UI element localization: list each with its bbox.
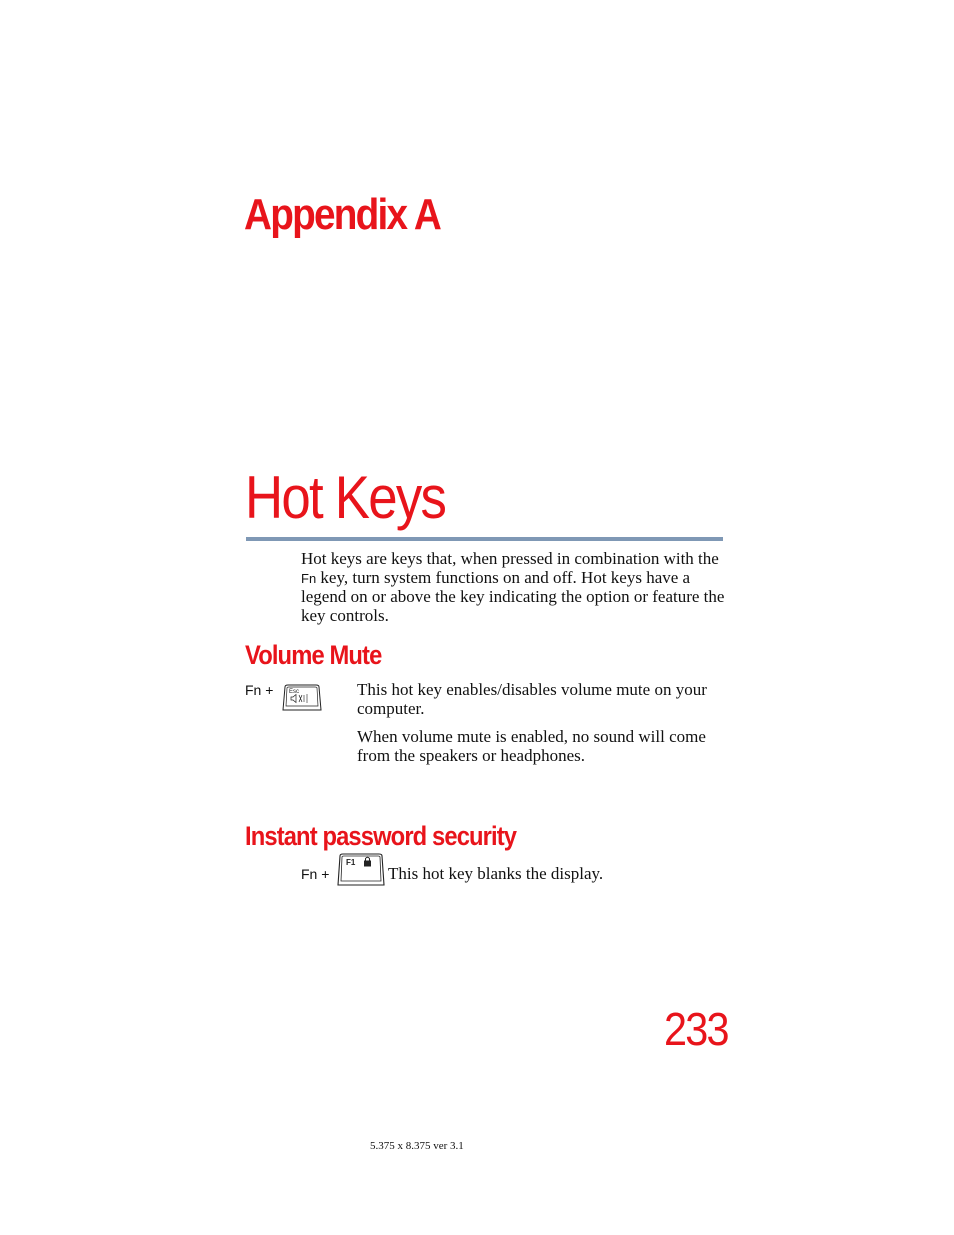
fn-combo-label: Fn + [245, 682, 274, 698]
f1-key-legend: F1 [346, 858, 356, 867]
volume-mute-note: When volume mute is enabled, no sound will come from the speakers or headphones. [357, 727, 706, 765]
f1-lock-key-icon [336, 853, 386, 887]
page-number: 233 [664, 1003, 728, 1055]
instant-password-description: This hot key blanks the display. [388, 864, 604, 883]
intro-text-part1: Hot keys are keys that, when pressed in combination with the [301, 549, 719, 568]
footer-version: 5.375 x 8.375 ver 3.1 [370, 1140, 464, 1152]
esc-key-legend: Esc [289, 689, 300, 695]
intro-text-part2: key, turn system functions on and off. Hot keys have a legend on or above the key indicating the option or feature the key controls. [301, 567, 725, 625]
intro-paragraph [301, 550, 731, 625]
section-heading-volume-mute: Volume Mute [245, 640, 382, 670]
title-rule [246, 537, 723, 541]
fn-key-label: Fn [301, 570, 317, 586]
esc-mute-key-icon [280, 684, 322, 712]
section-heading-instant-password: Instant password security [245, 821, 517, 851]
chapter-title: Hot Keys [245, 464, 446, 531]
appendix-label: Appendix A [244, 190, 441, 239]
volume-mute-description: This hot key enables/disables volume mute on your computer. [357, 680, 707, 718]
fn-combo-label: Fn + [301, 866, 330, 882]
